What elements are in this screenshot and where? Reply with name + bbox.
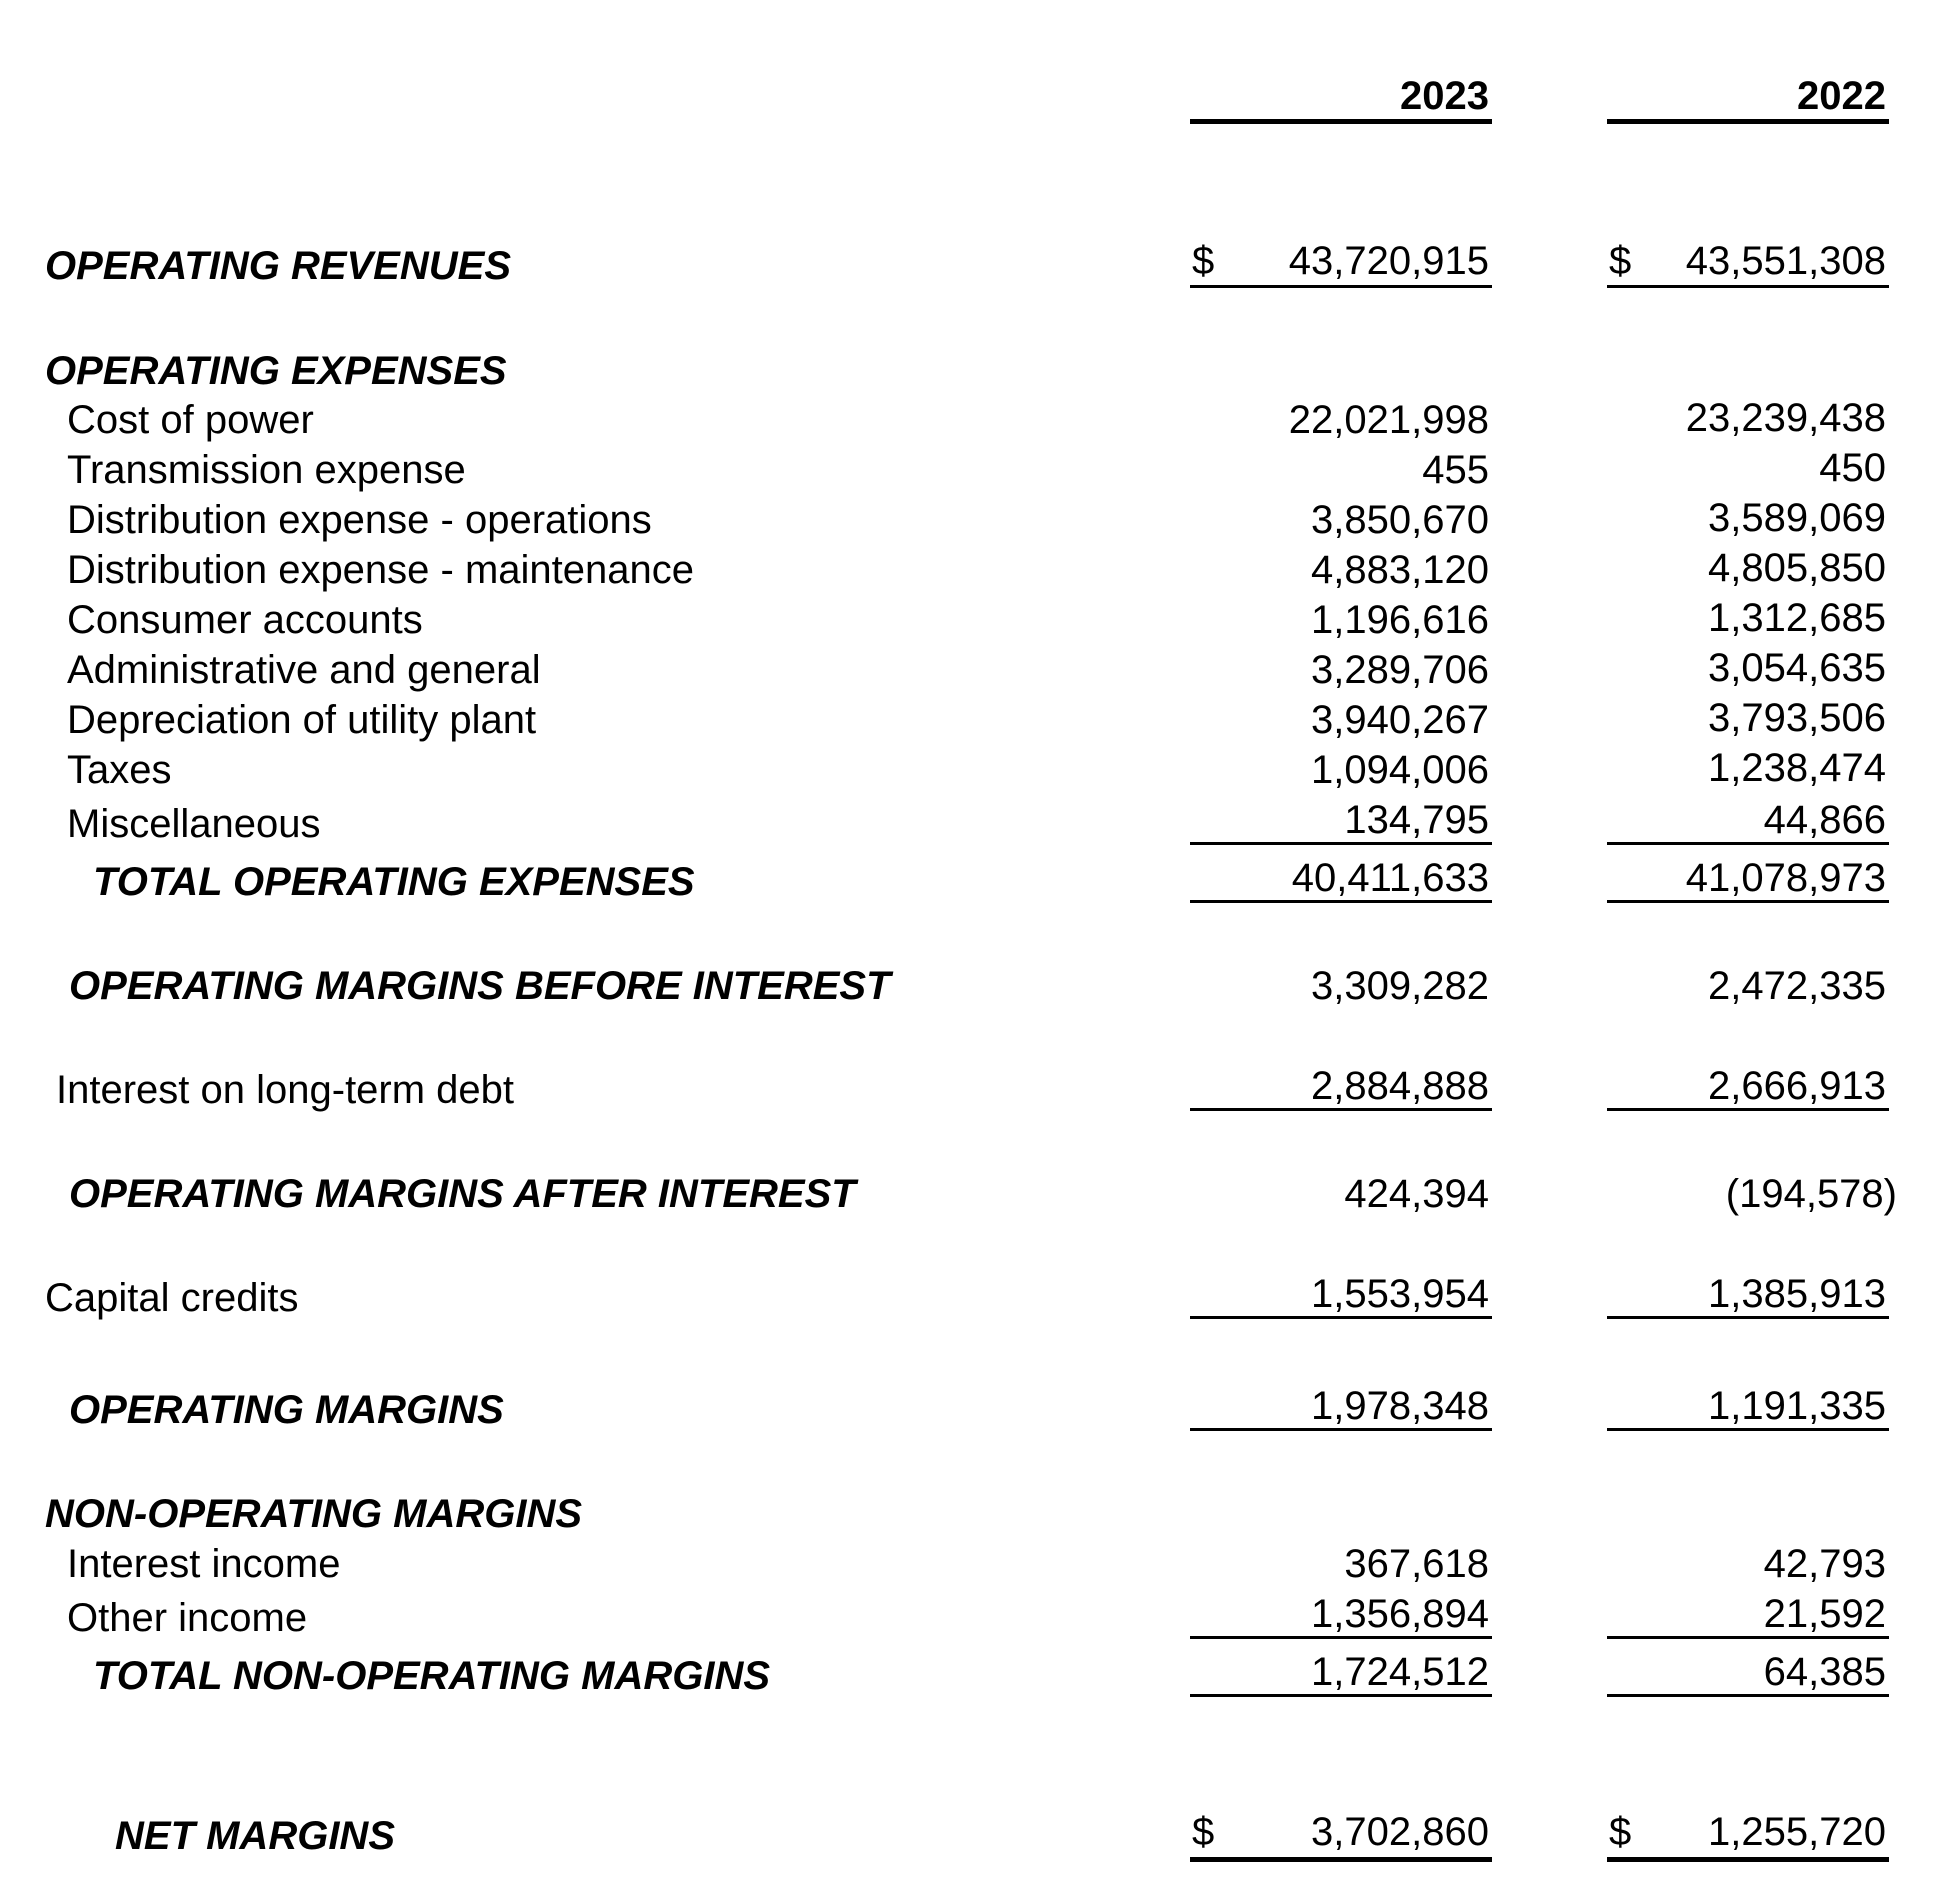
operating-expenses-heading: OPERATING EXPENSES (45, 349, 507, 393)
rule (1190, 1428, 1492, 1431)
expense-2022: 3,054,635 (1708, 646, 1886, 690)
expense-2022: 23,239,438 (1685, 396, 1886, 440)
non-operating-heading: NON-OPERATING MARGINS (45, 1492, 583, 1536)
non-operating-label: Interest income (67, 1542, 341, 1586)
expense-2022: 4,805,850 (1708, 546, 1886, 590)
rule (1190, 285, 1492, 288)
rule (1607, 285, 1889, 288)
margins-before-interest-label: OPERATING MARGINS BEFORE INTEREST (69, 964, 891, 1008)
expense-2022: 450 (1819, 446, 1886, 490)
net-margins-label: NET MARGINS (115, 1814, 395, 1858)
expense-2023: 22,021,998 (1288, 398, 1489, 442)
rule (1607, 1108, 1889, 1111)
expense-label: Transmission expense (67, 448, 466, 492)
capital-credits-label: Capital credits (45, 1276, 299, 1320)
net-margins-2022: 1,255,720 (1708, 1810, 1886, 1854)
interest-debt-2023: 2,884,888 (1311, 1064, 1489, 1108)
double-rule-2023 (1190, 1857, 1492, 1862)
expense-2023: 134,795 (1344, 798, 1489, 842)
capital-credits-2023: 1,553,954 (1311, 1272, 1489, 1316)
margins-after-interest-2023: 424,394 (1344, 1172, 1489, 1216)
rule (1190, 1636, 1492, 1639)
non-operating-2023: 1,356,894 (1311, 1592, 1489, 1636)
dollar-sign-2023: $ (1192, 239, 1215, 283)
operating-revenues-2022: 43,551,308 (1685, 239, 1886, 283)
interest-debt-label: Interest on long-term debt (56, 1068, 515, 1112)
rule (1607, 1636, 1889, 1639)
rule (1607, 900, 1889, 903)
expense-2023: 3,850,670 (1311, 498, 1489, 542)
capital-credits-2022: 1,385,913 (1708, 1272, 1886, 1316)
expense-2023: 1,094,006 (1311, 748, 1489, 792)
total-operating-expenses-2022: 41,078,973 (1685, 856, 1886, 900)
expense-2023: 1,196,616 (1311, 598, 1489, 642)
non-operating-2022: 42,793 (1763, 1542, 1886, 1586)
rule (1607, 1316, 1889, 1319)
margins-after-interest-2022: (194,578) (1725, 1172, 1897, 1216)
double-rule-2022 (1607, 1857, 1889, 1862)
dollar-sign-2022: $ (1609, 1810, 1632, 1854)
total-operating-expenses-label: TOTAL OPERATING EXPENSES (93, 860, 695, 904)
header-rule-2023 (1190, 119, 1492, 124)
rule (1190, 1694, 1492, 1697)
margins-after-interest-label: OPERATING MARGINS AFTER INTEREST (69, 1172, 856, 1216)
total-non-operating-2022: 64,385 (1763, 1650, 1886, 1694)
expense-label: Consumer accounts (67, 598, 423, 642)
year-header-2022: 2022 (1797, 74, 1886, 118)
expense-2022: 1,238,474 (1708, 746, 1886, 790)
expense-label: Taxes (67, 748, 172, 792)
margins-before-interest-2022: 2,472,335 (1708, 964, 1886, 1008)
year-header-2023: 2023 (1400, 74, 1489, 118)
expense-2023: 3,289,706 (1311, 648, 1489, 692)
non-operating-2022: 21,592 (1763, 1592, 1886, 1636)
expense-label: Administrative and general (67, 648, 541, 692)
expense-label: Depreciation of utility plant (67, 698, 537, 742)
total-non-operating-label: TOTAL NON-OPERATING MARGINS (93, 1654, 771, 1698)
expense-2022: 3,589,069 (1708, 496, 1886, 540)
dollar-sign-2023: $ (1192, 1810, 1215, 1854)
expense-2023: 4,883,120 (1311, 548, 1489, 592)
expense-2022: 3,793,506 (1708, 696, 1886, 740)
expense-2023: 3,940,267 (1311, 698, 1489, 742)
header-rule-2022 (1607, 119, 1889, 124)
total-non-operating-2023: 1,724,512 (1311, 1650, 1489, 1694)
operating-revenues-label: OPERATING REVENUES (45, 244, 511, 288)
rule (1607, 842, 1889, 845)
expense-label: Distribution expense - operations (67, 498, 652, 542)
expense-label: Miscellaneous (67, 802, 321, 846)
operating-margins-label: OPERATING MARGINS (69, 1388, 504, 1432)
rule (1190, 842, 1492, 845)
rule (1190, 1316, 1492, 1319)
rule (1190, 900, 1492, 903)
expense-label: Distribution expense - maintenance (67, 548, 695, 592)
net-margins-2023: 3,702,860 (1311, 1810, 1489, 1854)
expense-2023: 455 (1422, 448, 1489, 492)
operating-revenues-2023: 43,720,915 (1288, 239, 1489, 283)
rule (1607, 1694, 1889, 1697)
rule (1190, 1108, 1492, 1111)
interest-debt-2022: 2,666,913 (1708, 1064, 1886, 1108)
dollar-sign-2022: $ (1609, 239, 1632, 283)
total-operating-expenses-2023: 40,411,633 (1291, 856, 1489, 900)
non-operating-label: Other income (67, 1596, 308, 1640)
margins-before-interest-2023: 3,309,282 (1311, 964, 1489, 1008)
non-operating-2023: 367,618 (1344, 1542, 1489, 1586)
rule (1607, 1428, 1889, 1431)
operating-margins-2023: 1,978,348 (1311, 1384, 1489, 1428)
expense-label: Cost of power (67, 398, 314, 442)
operating-margins-2022: 1,191,335 (1708, 1384, 1886, 1428)
expense-2022: 1,312,685 (1708, 596, 1886, 640)
expense-2022: 44,866 (1763, 798, 1886, 842)
